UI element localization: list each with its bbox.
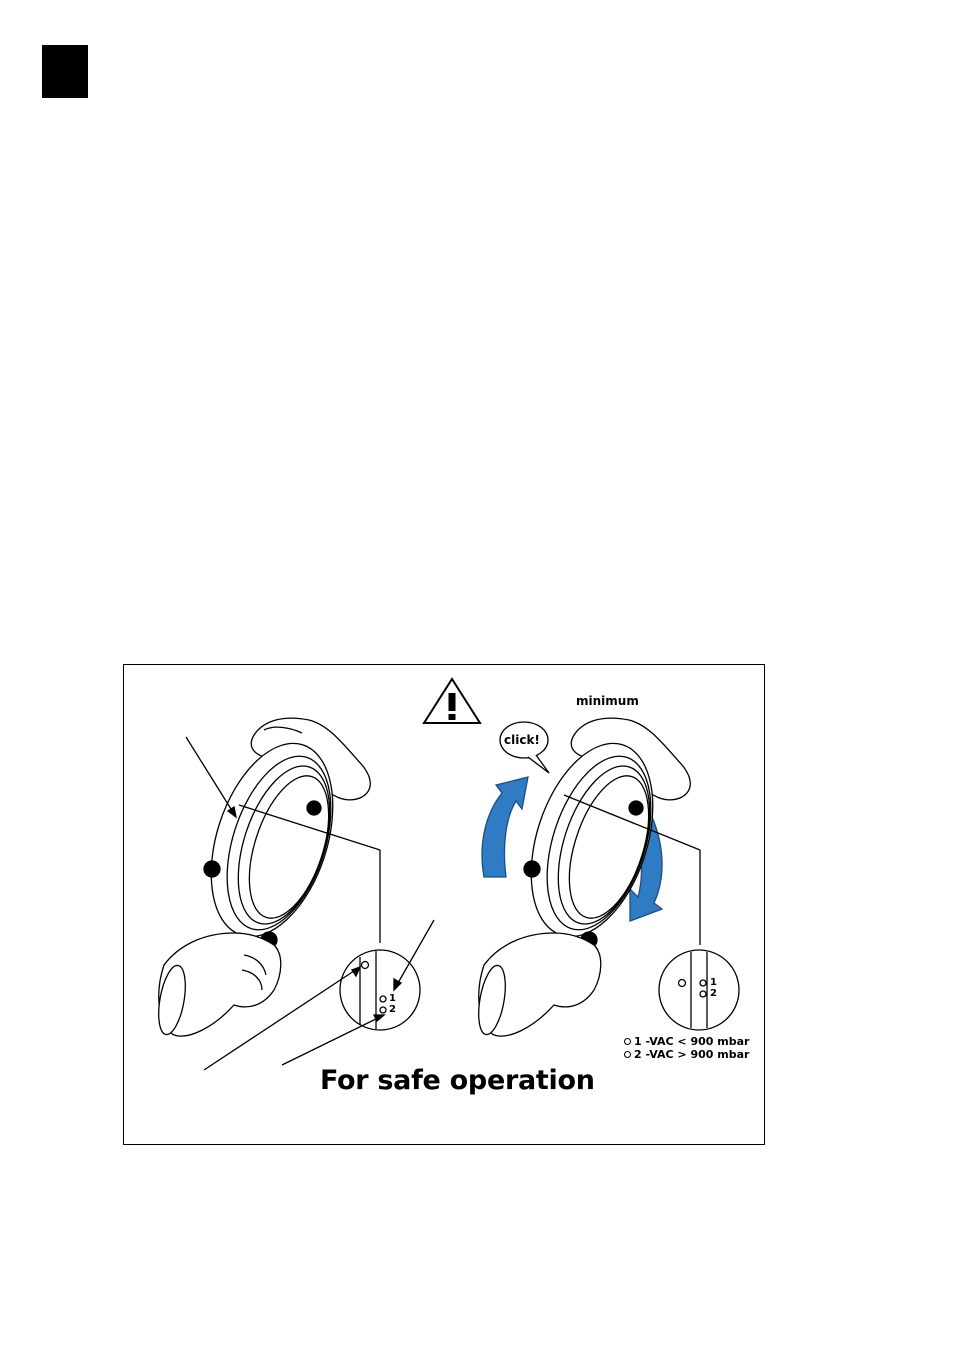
indicator-2-label: 2 (389, 1004, 396, 1015)
legend-text: 1 -VAC < 900 mbar (634, 1035, 750, 1048)
vacuum-legend (624, 1035, 749, 1061)
warning-triangle-icon (424, 679, 480, 723)
legend-row (624, 1035, 749, 1048)
figure-caption: For safe operation (320, 1065, 595, 1096)
safety-figure (123, 664, 765, 1145)
minimum-label: minimum (576, 694, 639, 708)
indicator-1-label-right: 1 (710, 977, 717, 988)
indicator-circle-icon (624, 1038, 631, 1045)
left-lid-illustration (154, 718, 434, 1070)
rotate-arrow-icon (482, 777, 528, 877)
indicator-circle-icon (624, 1051, 631, 1058)
click-label: click! (504, 733, 540, 747)
indicator-1-label: 1 (389, 993, 396, 1004)
page-corner-marker (42, 45, 88, 98)
right-lid-illustration (474, 718, 739, 1036)
legend-text: 2 -VAC > 900 mbar (634, 1048, 750, 1061)
indicator-2-label-right: 2 (710, 988, 717, 999)
legend-row (624, 1048, 749, 1061)
